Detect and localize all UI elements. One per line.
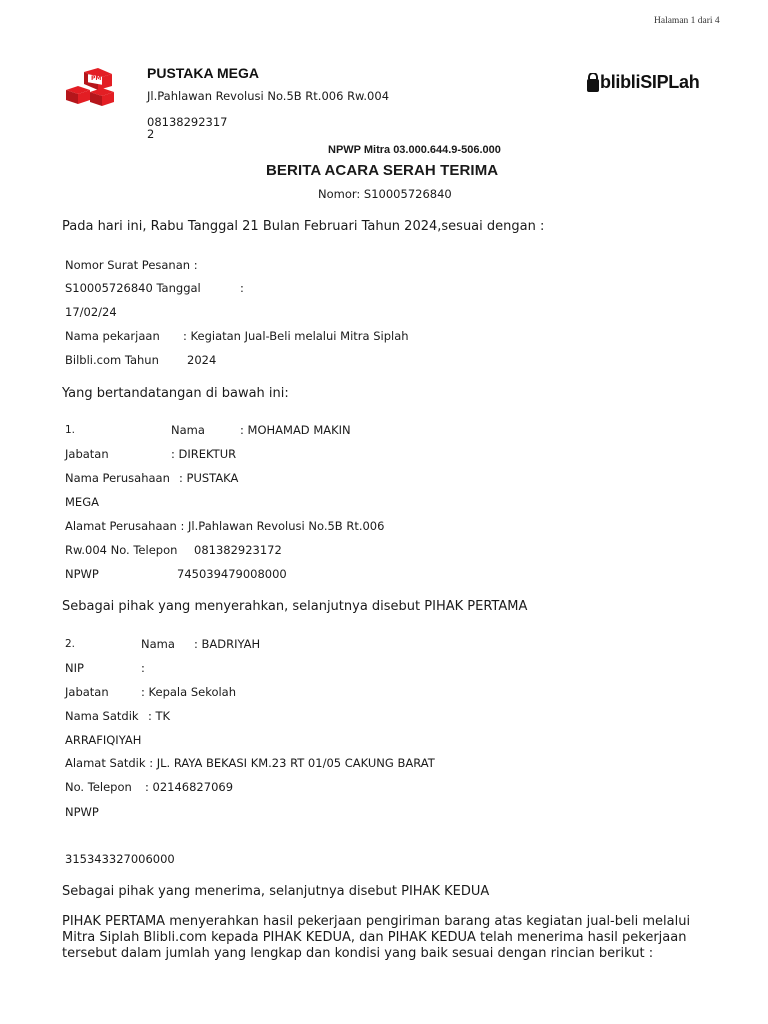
npwp-mitra: NPWP Mitra 03.000.644.9-506.000	[328, 144, 501, 156]
party2-name-label: Nama	[141, 637, 175, 651]
party2-nip-value: :	[141, 661, 145, 675]
pustaka-mega-logo	[64, 68, 116, 108]
signatories-intro: Yang bertandatangan di bawah ini:	[62, 386, 289, 401]
party1-jabatan-label: Jabatan	[65, 447, 109, 461]
company-name: PUSTAKA MEGA	[147, 65, 259, 81]
party2-npwp-value: 315343327006000	[65, 852, 175, 866]
party1-phone: 081382923172	[194, 543, 282, 557]
party2-jabatan-label: Jabatan	[65, 685, 109, 699]
party2-phone-label: No. Telepon	[65, 780, 132, 794]
party2-satdik-value: : TK	[148, 709, 171, 723]
party1-npwp-value: 745039479008000	[177, 567, 287, 581]
job-name-label: Nama pekarjaan	[65, 329, 160, 343]
order-number-label: Nomor Surat Pesanan :	[65, 258, 198, 272]
party1-name-value: : MOHAMAD MAKIN	[240, 423, 351, 437]
party2-number: 2.	[65, 638, 76, 650]
svg-text:PM: PM	[91, 75, 102, 82]
closing-paragraph: PIHAK PERTAMA menyerahkan hasil pekerjaan pengiriman barang atas kegiatan jual-beli melalui Mitra Siplah Blibli.com kepada PIHAK KEDUA, dan PIHAK KEDUA telah menerima hasil pekerjaan tersebut dalam jumlah yang lengkap dan kondisi yang baik sesuai dengan rincian berikut :	[62, 914, 691, 961]
party2-address: Alamat Satdik : JL. RAYA BEKASI KM.23 RT 01/05 CAKUNG BARAT	[65, 756, 435, 770]
party2-satdik-label: Nama Satdik	[65, 709, 139, 723]
party1-address: Alamat Perusahaan : Jl.Pahlawan Revolusi No.5B Rt.006	[65, 519, 385, 533]
order-date: 17/02/24	[65, 305, 117, 319]
blibli-siplah-text: blibliSIPLah	[600, 72, 700, 92]
party1-role: Sebagai pihak yang menyerahkan, selanjutnya disebut PIHAK PERTAMA	[62, 599, 528, 614]
party2-npwp-label: NPWP	[65, 805, 99, 819]
order-date-colon: :	[240, 281, 244, 295]
job-year: 2024	[187, 353, 217, 367]
order-number-value: S10005726840 Tanggal	[65, 281, 201, 295]
company-phone: 08138292317	[147, 115, 228, 129]
intro-text: Pada hari ini, Rabu Tanggal 21 Bulan Februari Tahun 2024,sesuai dengan :	[62, 219, 545, 234]
party2-satdik-cont: ARRAFIQIYAH	[65, 733, 142, 747]
party2-jabatan-value: : Kepala Sekolah	[141, 685, 237, 699]
party2-role: Sebagai pihak yang menerima, selanjutnya disebut PIHAK KEDUA	[62, 884, 490, 899]
party1-npwp-label: NPWP	[65, 567, 99, 581]
party2-nip-label: NIP	[65, 661, 84, 675]
party1-company-value: : PUSTAKA	[179, 471, 239, 485]
party1-company-cont: MEGA	[65, 495, 99, 509]
party1-jabatan-value: : DIREKTUR	[171, 447, 237, 461]
party1-number: 1.	[65, 424, 76, 436]
job-name-value: : Kegiatan Jual-Beli melalui Mitra Siplah	[183, 329, 409, 343]
blibli-siplah-logo	[586, 72, 699, 96]
shopping-bag-icon	[586, 73, 600, 93]
party2-phone-value: : 02146827069	[145, 780, 234, 794]
party1-name-label: Nama	[171, 423, 205, 437]
party2-name-value: : BADRIYAH	[194, 637, 261, 651]
page-number: Halaman 1 dari 4	[654, 16, 720, 26]
party1-company-label: Nama Perusahaan	[65, 471, 170, 485]
job-name-cont: Bilbli.com Tahun	[65, 353, 159, 367]
document-number: Nomor: S10005726840	[318, 187, 452, 201]
company-address: Jl.Pahlawan Revolusi No.5B Rt.006 Rw.004	[147, 89, 390, 103]
company-phone-cont: 2	[147, 127, 155, 141]
document-title: BERITA ACARA SERAH TERIMA	[266, 162, 499, 179]
party1-address-cont: Rw.004 No. Telepon	[65, 543, 178, 557]
